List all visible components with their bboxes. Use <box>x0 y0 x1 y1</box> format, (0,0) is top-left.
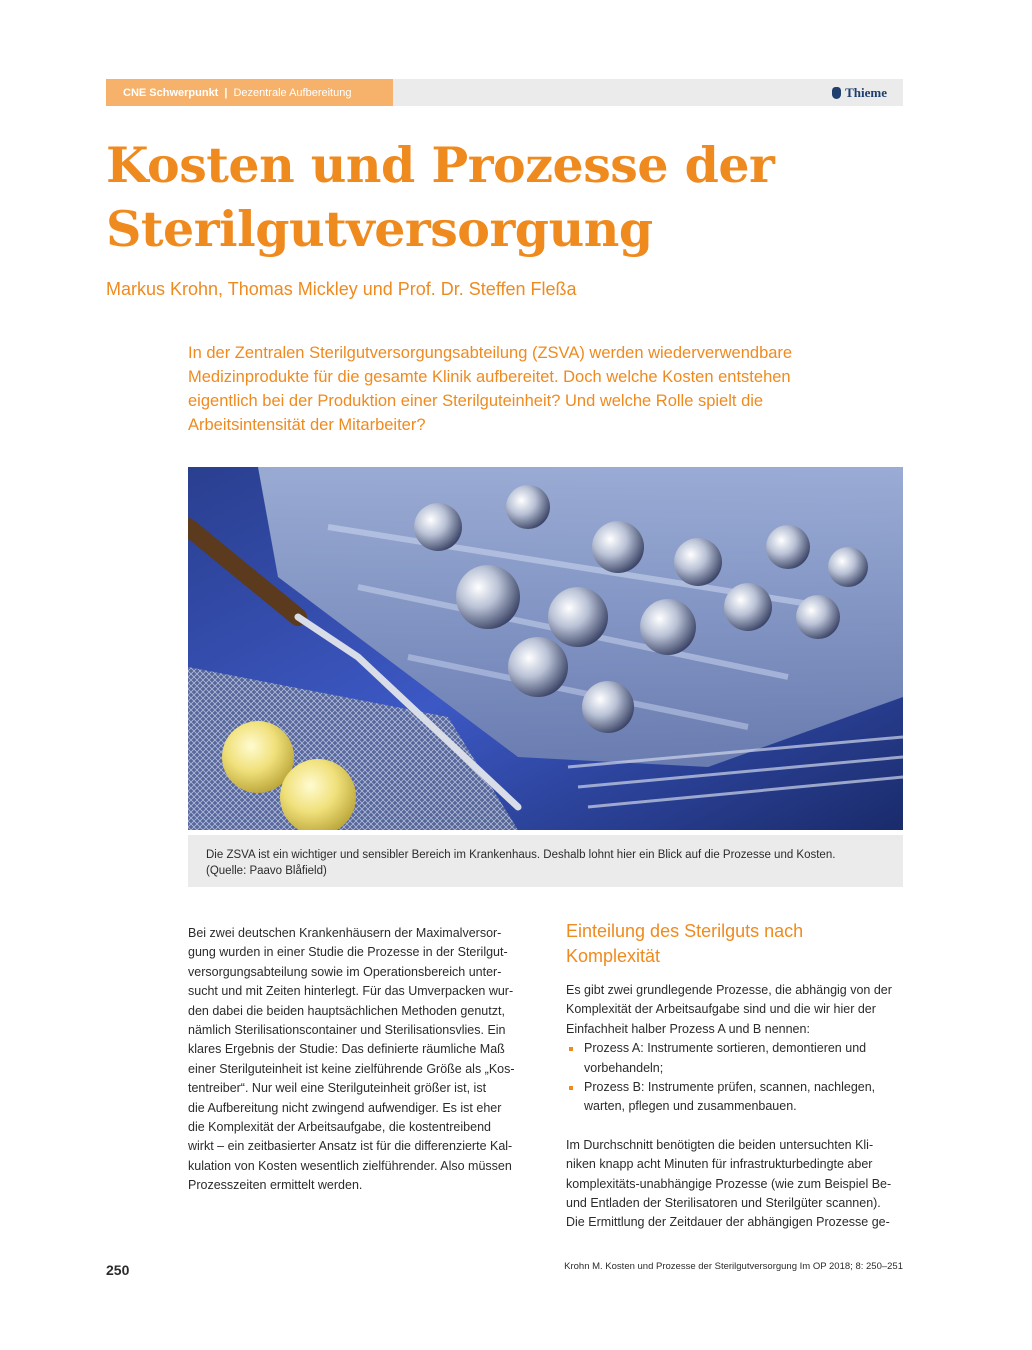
body-line: Bei zwei deutschen Krankenhäusern der Maximalversor- <box>188 926 502 940</box>
list-item-text: warten, pflegen und zusammenbauen. <box>584 1099 797 1114</box>
body-line: komplexitäts-unabhängige Prozesse (wie zum Beispiel Be- <box>566 1176 892 1191</box>
figure-caption <box>188 835 903 887</box>
body-line: die Aufbereitung nicht zwingend aufwendiger. Es ist eher <box>188 1100 502 1115</box>
body-right-column <box>566 919 906 1233</box>
list-item-text: Prozess A: Instrumente sortieren, demontieren und <box>584 1041 867 1056</box>
closing-paragraph <box>566 1136 906 1233</box>
section-tag <box>106 79 393 106</box>
article-title <box>106 133 906 261</box>
body-line: die Komplexität der Arbeitsaufgabe, die kostentreibend <box>188 1120 491 1135</box>
list-item <box>566 1078 906 1117</box>
section-tag-label: CNE Schwerpunkt <box>123 86 219 99</box>
lead-line: In der Zentralen Sterilgutversorgungsabteilung (ZSVA) werden wiederverwendbare <box>188 344 793 362</box>
body-line: tentreiber“. Nur weil eine Sterilguteinheit größer ist, ist <box>188 1081 487 1096</box>
section-header-bar <box>106 79 903 106</box>
publisher-logo-group <box>832 79 887 106</box>
intro-paragraph <box>566 981 906 1039</box>
body-line: nämlich Sterilisationscontainer und Sterilisationsvlies. Ein <box>188 1023 506 1038</box>
section-heading-line-2: Komplexität <box>566 946 661 966</box>
body-line: einer Sterilguteinheit ist keine zielführende Größe als „Kos- <box>188 1061 515 1076</box>
section-heading-line-1: Einteilung des Sterilguts nach <box>566 921 804 941</box>
figure-caption-source: (Quelle: Paavo Blåfield) <box>206 865 327 877</box>
publisher-name: Thieme <box>845 84 887 100</box>
body-line: Komplexität der Arbeitsaufgabe sind und die wir hier der <box>566 1002 876 1017</box>
body-line: versorgungsabteilung sowie im Operationsbereich unter- <box>188 964 502 979</box>
article-photo <box>188 467 903 830</box>
process-list <box>566 1039 906 1117</box>
article-authors: Markus Krohn, Thomas Mickley und Prof. Dr. Steffen Fleßa <box>106 279 577 299</box>
list-item <box>566 1039 906 1078</box>
body-line: wirkt – ein zeitbasierter Ansatz ist für die differenzierte Kal- <box>188 1139 513 1154</box>
section-tag-separator: | <box>224 86 228 99</box>
bullet-icon <box>569 1086 573 1090</box>
list-item-text: vorbehandeln; <box>584 1060 664 1075</box>
lead-line: Medizinprodukte für die gesamte Klinik aufbereitet. Doch welche Kosten entstehen <box>188 368 791 386</box>
body-line: und Entladen der Sterilisatoren und Sterilgüter scannen). <box>566 1196 881 1211</box>
body-line: kulation von Kosten wesentlich zielführender. Also müssen <box>188 1158 512 1173</box>
body-line: Einfachheit halber Prozess A und B nennen: <box>566 1021 810 1036</box>
lead-line: Arbeitsintensität der Mitarbeiter? <box>188 416 426 434</box>
body-line: sucht und mit Zeiten hinterlegt. Für das Umverpacken wur- <box>188 984 514 999</box>
body-left-column <box>188 924 528 1196</box>
article-lead <box>188 341 908 437</box>
section-heading <box>566 919 906 969</box>
body-line: den dabei die beiden hauptsächlichen Methoden genutzt, <box>188 1003 505 1018</box>
body-line: gung wurden in einer Studie die Prozesse in der Sterilgut- <box>188 945 508 960</box>
citation: Krohn M. Kosten und Prozesse der Sterilgutversorgung Im OP 2018; 8: 250–251 <box>564 1261 903 1272</box>
body-line: Prozesszeiten ermittelt werden. <box>188 1178 363 1193</box>
article-title-line-1: Kosten und Prozesse der <box>106 136 775 194</box>
body-line: Im Durchschnitt benötigten die beiden untersuchten Kli- <box>566 1137 874 1152</box>
publisher-emblem-icon <box>832 87 841 99</box>
page-number: 250 <box>106 1262 130 1278</box>
lead-line: eigentlich bei der Produktion einer Sterilguteinheit? Und welche Rolle spielt die <box>188 392 764 410</box>
body-line: niken knapp acht Minuten für infrastrukturbedingte aber <box>566 1157 873 1172</box>
body-line: Es gibt zwei grundlegende Prozesse, die abhängig von der <box>566 983 892 997</box>
bullet-icon <box>569 1047 573 1051</box>
body-line: Die Ermittlung der Zeitdauer der abhängigen Prozesse ge- <box>566 1215 890 1230</box>
article-title-line-2: Sterilgutversorgung <box>106 200 653 258</box>
section-topic: Dezentrale Aufbereitung <box>233 86 352 99</box>
body-line: klares Ergebnis der Studie: Das definierte räumliche Maß <box>188 1042 505 1057</box>
list-item-text: Prozess B: Instrumente prüfen, scannen, nachlegen, <box>584 1080 876 1095</box>
figure-caption-text: Die ZSVA ist ein wichtiger und sensibler Bereich im Krankenhaus. Deshalb lohnt hier ein Blick auf die Prozesse und Kosten. <box>206 849 836 861</box>
